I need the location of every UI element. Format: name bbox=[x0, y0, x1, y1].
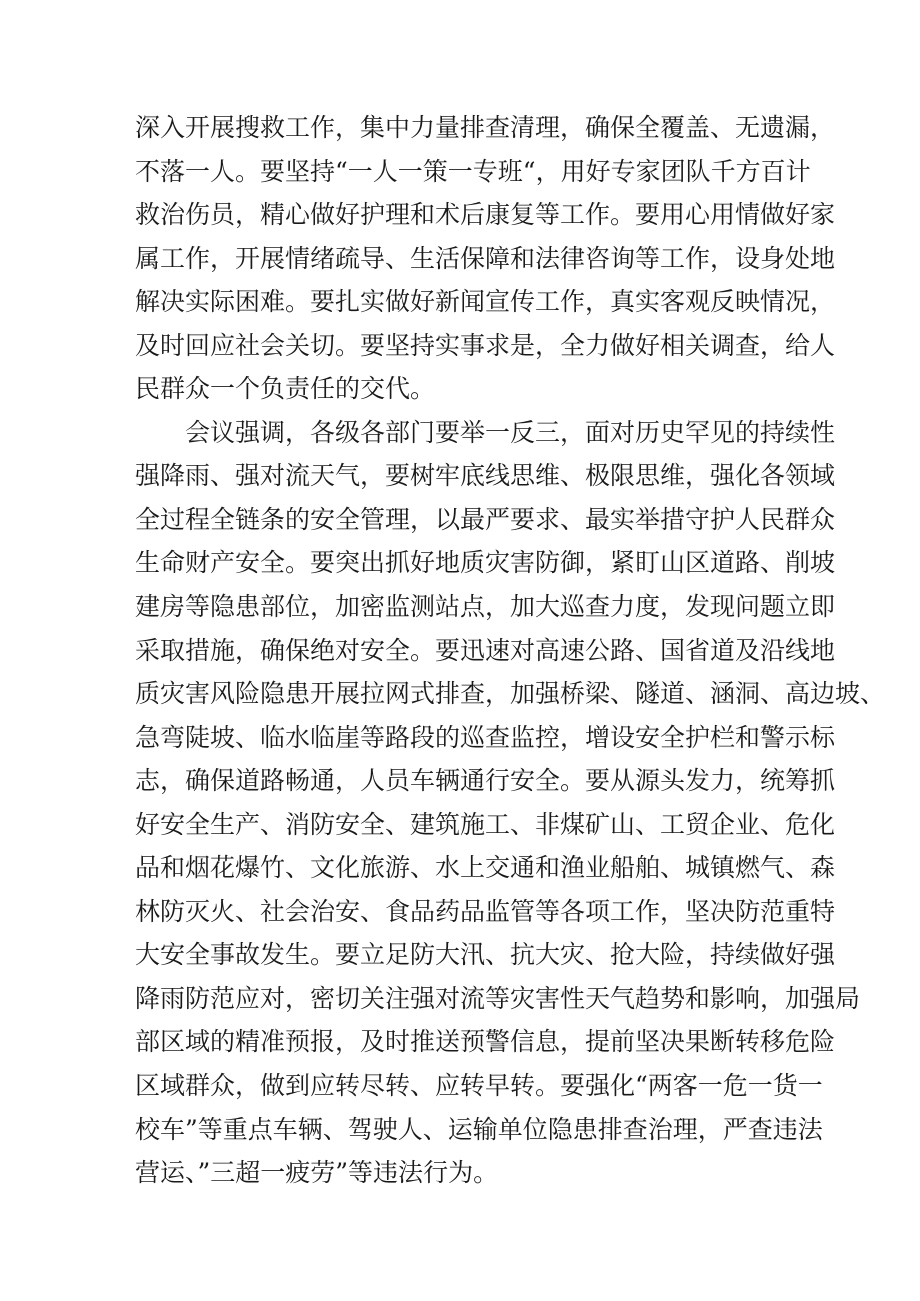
document-body bbox=[135, 106, 886, 1195]
text-line: 质灾害风险隐患开展拉网式排查，加强桥梁、隧道、涵洞、高边坡、 bbox=[135, 679, 886, 709]
text-line: 大安全事故发生。要立足防大汛、抗大灾、抢大险，持续做好强 bbox=[135, 940, 836, 970]
text-line: 校车”等重点车辆、驾驶人、运输单位隐患排查治理，严查违法 bbox=[135, 1114, 823, 1144]
paragraph-2 bbox=[135, 411, 886, 1195]
text-line: 解决实际困难。要扎实做好新闻宣传工作，真实客观反映情况， bbox=[135, 287, 836, 317]
text-line: 林防灭火、社会治安、食品药品监管等各项工作，坚决防范重特 bbox=[135, 896, 836, 926]
text-line: 不落一人。要坚持“一人一策一专班“，用好专家团队千方百计 bbox=[135, 156, 811, 186]
text-line: 营运、”三超一疲劳”等违法行为。 bbox=[135, 1158, 499, 1188]
text-line: 建房等隐患部位，加密监测站点，加大巡查力度，发现问题立即 bbox=[135, 592, 836, 622]
text-line: 品和烟花爆竹、文化旅游、水上交通和渔业船舶、城镇燃气、森 bbox=[135, 853, 836, 883]
text-line: 及时回应社会关切。要坚持实事求是，全力做好相关调查，给人 bbox=[135, 330, 836, 360]
text-line: 采取措施，确保绝对安全。要迅速对高速公路、国省道及沿线地 bbox=[135, 635, 836, 665]
text-line: 生命财产安全。要突出抓好地质灾害防御，紧盯山区道路、削坡 bbox=[135, 548, 836, 578]
text-line: 属工作，开展情绪疏导、生活保障和法律咨询等工作，设身处地 bbox=[135, 243, 836, 273]
text-line: 救治伤员，精心做好护理和术后康复等工作。要用心用情做好家 bbox=[135, 200, 836, 230]
text-line: 全过程全链条的安全管理，以最严要求、最实举措守护人民群众 bbox=[135, 504, 836, 534]
text-line: 志，确保道路畅通，人员车辆通行安全。要从源头发力，统筹抓 bbox=[135, 766, 836, 796]
text-line: 深入开展搜救工作，集中力量排查清理，确保全覆盖、无遗漏， bbox=[135, 113, 836, 142]
text-line: 区域群众，做到应转尽转、应转早转。要强化“两客一危一货一 bbox=[135, 1071, 823, 1101]
text-line: 民群众一个负责任的交代。 bbox=[135, 374, 436, 404]
text-line: 好安全生产、消防安全、建筑施工、非煤矿山、工贸企业、危化 bbox=[135, 809, 836, 839]
paragraph-1 bbox=[135, 106, 836, 411]
text-line: 部区域的精准预报，及时推送预警信息，提前坚决果断转移危险 bbox=[135, 1027, 836, 1057]
text-line: 急弯陡坡、临水临崖等路段的巡查监控，增设安全护栏和警示标 bbox=[135, 722, 836, 752]
text-line: 强降雨、强对流天气，要树牢底线思维、极限思维，强化各领域 bbox=[135, 461, 836, 491]
text-line: 会议强调，各级各部门要举一反三，面对历史罕见的持续性 bbox=[135, 417, 836, 447]
text-line: 降雨防范应对，密切关注强对流等灾害性天气趋势和影响，加强局 bbox=[135, 983, 861, 1013]
